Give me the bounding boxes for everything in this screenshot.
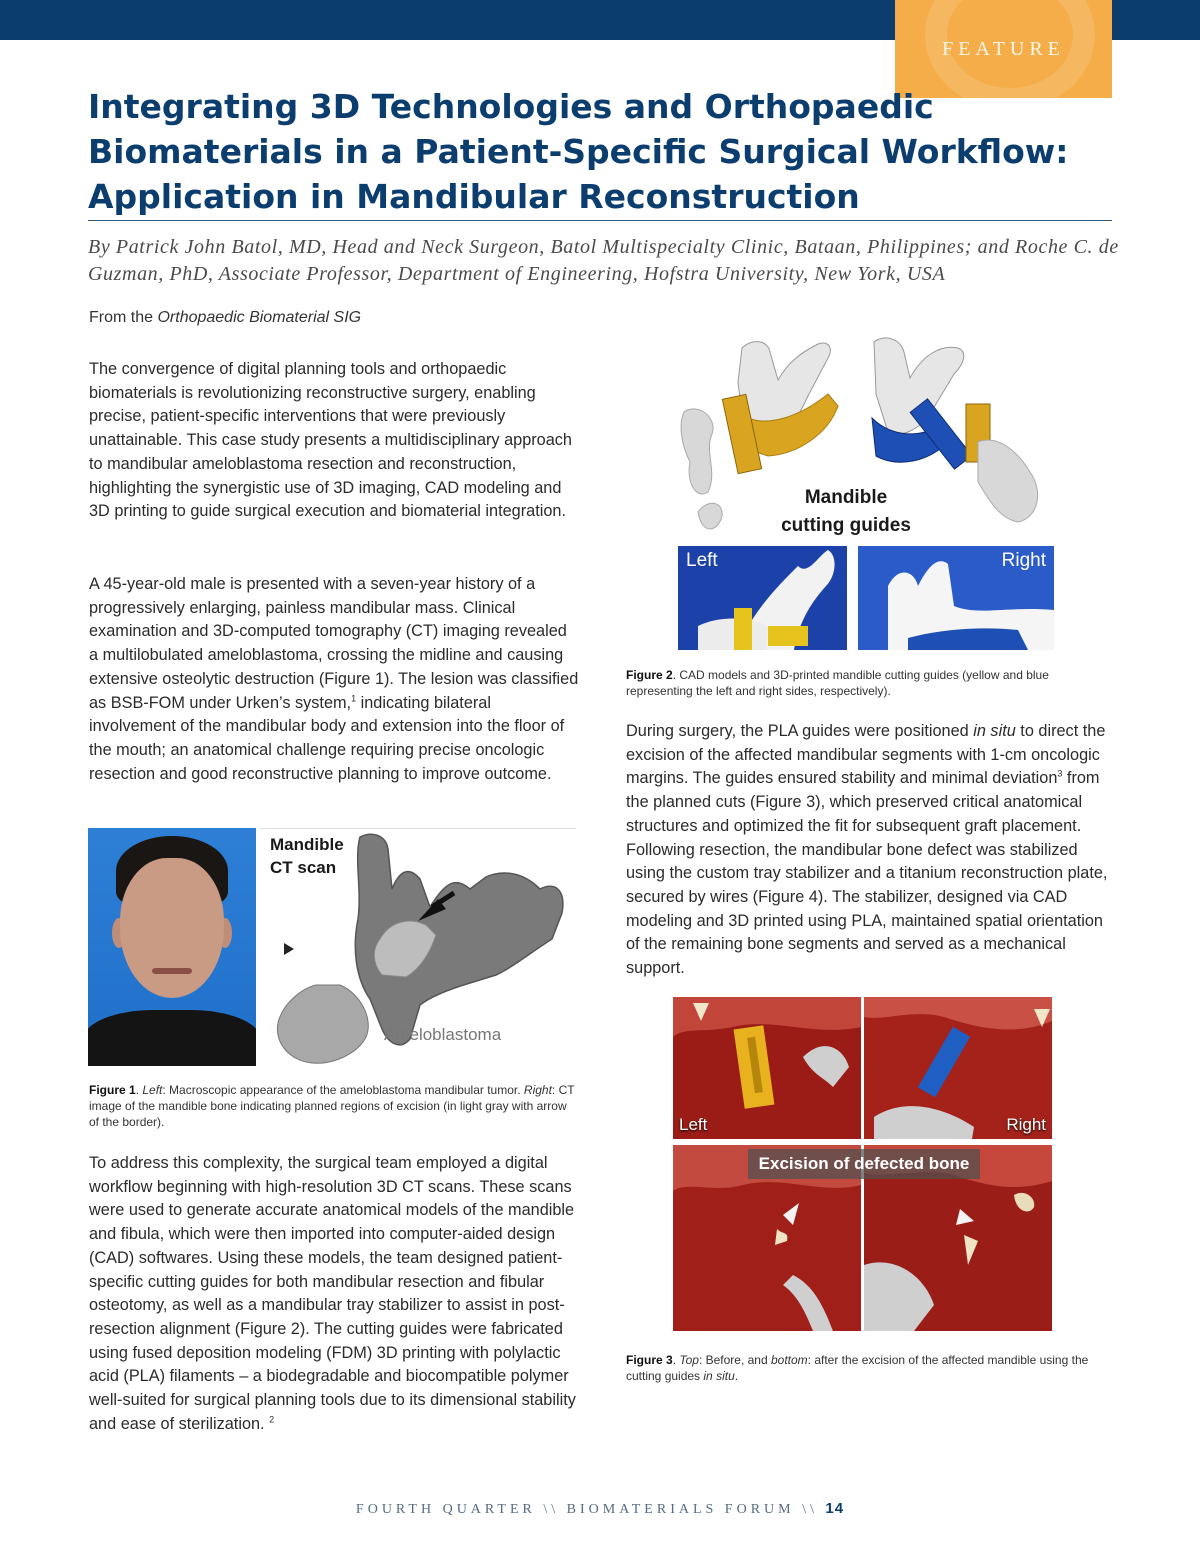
- right-tag: Right: [1006, 1115, 1046, 1134]
- p4-text-b: to direct the excision of the affected mandibular segments with 1-cm oncologic margins. The guides ensured stability and minimal deviation: [626, 722, 1106, 788]
- caption-figure-number: Figure 1: [89, 1083, 136, 1097]
- ct-label-line-2: CT scan: [270, 858, 337, 877]
- reference-1: 1: [351, 693, 357, 704]
- ct-label: [270, 833, 344, 879]
- paragraph-surgery: [626, 720, 1116, 981]
- p2-text-a: A 45-year-old male is presented with a seven-year history of a progressively enlarging, painless mandibular mass. Clinical examination and 3D-computed tomography (CT) imaging revealed a multilobulated ameloblastoma, crossing the midline and causing extensive osteolytic destruction (Figure 1). The lesion was classified as BSB-FOM under Urken’s system,: [89, 575, 579, 712]
- footer-publication: BIOMATERIALS FORUM: [566, 1502, 795, 1517]
- figure-3: [673, 997, 1063, 1331]
- caption-top-term: Top: [679, 1353, 699, 1367]
- page-footer: [0, 1500, 1200, 1518]
- p4-text-c: from the planned cuts (Figure 3), which preserved critical anatomical structures and optimized the fit for subsequent graft placement. Following resection, the mandibular bone defect was stabilized using the custom tray stabilizer and a titanium reconstruction plate, secured by wires (Figure 4). The stabilizer, designed via CAD modeling and 3D printed using PLA, maintained spatial orientation of the remaining bone segments and served as a mechanical support.: [626, 769, 1108, 978]
- figure-3-caption: [626, 1352, 1116, 1384]
- sig-prefix: From the: [89, 309, 158, 326]
- section-tag: FEATURE: [942, 38, 1065, 60]
- right-tag: Right: [1001, 550, 1046, 571]
- caption-right-text: : CT image of the mandible bone indicating planned regions of excision (in light gray with arrow of the border).: [89, 1083, 575, 1129]
- caption-figure-number: Figure 2: [626, 668, 673, 682]
- left-tag: Left: [686, 550, 718, 571]
- mouth-shape: [152, 968, 192, 974]
- head-shape: [120, 858, 224, 998]
- printed-guide-right-photo: [858, 546, 1054, 650]
- caption-bottom-text: : after the excision of the affected mandible using the cutting guides: [626, 1353, 1089, 1383]
- caption-left-text: : Macroscopic appearance of the ameloblastoma mandibular tumor.: [162, 1083, 524, 1097]
- caption-left-term: Left: [142, 1083, 163, 1097]
- page-number: 14: [825, 1500, 845, 1517]
- surgery-before-left-photo: [673, 997, 861, 1139]
- caption-bottom-term: bottom: [770, 1353, 808, 1367]
- article-byline: By Patrick John Batol, MD, Head and Neck Surgeon, Batol Multispecialty Clinic, Bataan, Philippines; and Roche C. de Guzman, PhD, Associate Professor, Department of Engineering, Hofstra University, New York, USA: [88, 236, 1119, 285]
- figure-2: [678, 322, 1056, 650]
- footer-separator-2: \\: [794, 1502, 826, 1517]
- caption-insitu-term: in situ: [703, 1369, 735, 1383]
- ameloblastoma-label: Ameloblastoma: [384, 1025, 502, 1044]
- caption-top-text: : Before, and: [698, 1353, 771, 1367]
- surgery-before-right-photo: [864, 997, 1052, 1139]
- paragraph-intro: The convergence of digital planning tools and orthopaedic biomaterials is revolutionizing reconstructive surgery, enabling precise, patient-specific interventions that were previously unattainable. This case study presents a multidisciplinary approach to mandibular ameloblastoma resection and reconstruction, highlighting the synergistic use of 3D imaging, CAD modeling and 3D printing to guide surgical execution and biomaterial integration.: [89, 360, 572, 521]
- sig-name: Orthopaedic Biomaterial SIG: [157, 309, 362, 326]
- caption-text: . CAD models and 3D-printed mandible cutting guides (yellow and blue representing the left and right sides, respectively).: [626, 668, 1049, 698]
- cutting-guides-label: [771, 484, 921, 540]
- ct-scan-image: [260, 828, 576, 1069]
- label-line-2: cutting guides: [781, 515, 911, 536]
- caption-right-term: Right: [523, 1083, 552, 1097]
- footer-issue: FOURTH QUARTER: [355, 1502, 536, 1517]
- patient-photo: [88, 828, 256, 1066]
- cad-model-image: [678, 322, 1056, 544]
- label-line-1: Mandible: [804, 487, 888, 508]
- caption-end: .: [734, 1369, 739, 1383]
- caption-figure-number: Figure 3: [626, 1353, 673, 1367]
- caption-separator: .: [135, 1083, 143, 1097]
- sig-credit: [89, 309, 361, 327]
- printed-guide-left-photo: [678, 546, 847, 650]
- figure-2-caption: [626, 667, 1106, 699]
- figure-1-caption: [89, 1082, 579, 1130]
- excision-banner: Excision of defected bone: [748, 1149, 980, 1179]
- paragraph-workflow: [89, 1152, 579, 1436]
- footer-separator: \\: [535, 1502, 567, 1517]
- left-tag: Left: [679, 1115, 708, 1134]
- paragraph-case: [89, 573, 579, 786]
- reference-2: 2: [269, 1414, 275, 1425]
- p2-text-b: indicating bilateral involvement of the mandibular body and extension into the floor of the mouth; an anatomical challenge requiring precise oncologic resection and good reconstructive planning to improve outcome.: [89, 693, 565, 783]
- p4-emphasis: in situ: [973, 722, 1016, 740]
- caption-separator: .: [672, 1353, 680, 1367]
- ct-label-line-1: Mandible: [270, 835, 344, 854]
- figure-1: [88, 828, 576, 1068]
- title-divider: [88, 220, 1112, 221]
- p3-text: To address this complexity, the surgical team employed a digital workflow beginning with high-resolution 3D CT scans. These scans were used to generate accurate anatomical models of the mandible and fibula, which were then imported into computer-aided design (CAD) softwares. Using these models, the team designed patient-specific cutting guides for both mandibular resection and fibular osteotomy, as well as a mandibular tray stabilizer to assist in post-resection alignment (Figure 2). The cutting guides were fabricated using fused deposition modeling (FDM) 3D printing with polylactic acid (PLA) filaments – a biodegradable and biocompatible polymer well-suited for surgical planning tools due to its dimensional stability and ease of sterilization.: [89, 1154, 576, 1433]
- shirt-shape: [88, 1010, 256, 1066]
- reference-3: 3: [1057, 768, 1063, 779]
- p4-text-a: During surgery, the PLA guides were positioned: [626, 722, 974, 740]
- article-title: Integrating 3D Technologies and Orthopaedic Biomaterials in a Patient-Specific Surgical Workflow: Application in Mandibular Reconstruction: [88, 87, 1069, 216]
